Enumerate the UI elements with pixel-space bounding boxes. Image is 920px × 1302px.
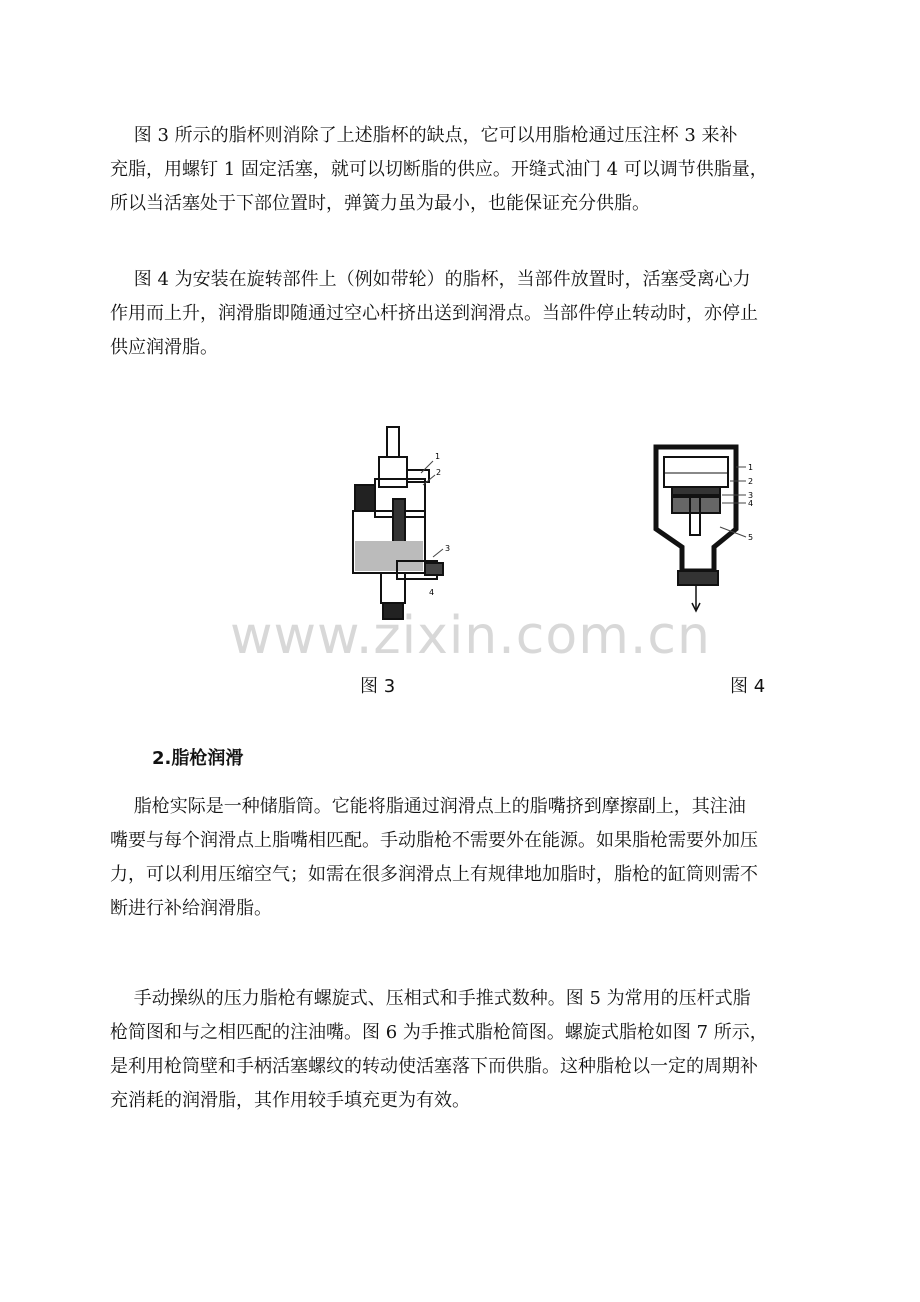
watermark: www.zixin.com.cn	[230, 606, 711, 666]
paragraph-3	[110, 790, 832, 926]
paragraph-1	[110, 119, 832, 221]
text-line: 断进行补给润滑脂。	[110, 898, 272, 919]
fig4-label: 3	[748, 491, 754, 500]
text-line: 充消耗的润滑脂，其作用较手填充更为有效。	[110, 1090, 470, 1111]
text-line: 作用而上升，润滑脂即随通过空心杆挤出送到润滑点。当部件停止转动时，亦停止	[110, 303, 758, 324]
text-line: 图 3 所示的脂杯则消除了上述脂杯的缺点，它可以用脂枪通过压注杯 3 来补	[110, 125, 738, 146]
figure-3-grease-cup-diagram	[345, 425, 475, 625]
paragraph-4	[110, 982, 832, 1118]
text-line: 手动操纵的压力脂枪有螺旋式、压相式和手推式数种。图 5 为常用的压杆式脂	[110, 988, 751, 1009]
text-line: 充脂，用螺钉 1 固定活塞，就可以切断脂的供应。开缝式油门 4 可以调节供脂量，	[110, 159, 768, 180]
figure-3-caption: 图 3	[360, 676, 396, 697]
text-line: 脂枪实际是一种储脂筒。它能将脂通过润滑点上的脂嘴挤到摩擦副上，其注油	[110, 796, 746, 817]
text-line: 枪简图和与之相匹配的注油嘴。图 6 为手推式脂枪简图。螺旋式脂枪如图 7 所示，	[110, 1022, 768, 1043]
fig3-label: 3	[445, 544, 451, 553]
text-line: 所以当活塞处于下部位置时，弹簧力虽为最小，也能保证充分供脂。	[110, 193, 650, 214]
section-heading: 2.脂枪润滑	[152, 748, 244, 769]
fig3-label: 4	[429, 588, 435, 597]
fig4-label: 1	[748, 463, 754, 472]
text-line: 嘴要与每个润滑点上脂嘴相匹配。手动脂枪不需要外在能源。如果脂枪需要外加压	[110, 830, 758, 851]
fig4-label: 2	[748, 477, 754, 486]
figure-4-caption: 图 4	[730, 676, 766, 697]
paragraph-2	[110, 263, 832, 365]
figure-4-rotating-grease-cup-diagram	[650, 437, 760, 617]
fig3-label: 1	[435, 452, 441, 461]
fig4-label: 5	[748, 533, 754, 542]
text-line: 供应润滑脂。	[110, 337, 218, 358]
fig4-label: 4	[748, 499, 754, 508]
text-line: 是利用枪筒壁和手柄活塞螺纹的转动使活塞落下而供脂。这种脂枪以一定的周期补	[110, 1056, 758, 1077]
text-line: 图 4 为安装在旋转部件上（例如带轮）的脂杯，当部件放置时，活塞受离心力	[110, 269, 751, 290]
text-line: 力，可以利用压缩空气；如需在很多润滑点上有规律地加脂时，脂枪的缸筒则需不	[110, 864, 758, 885]
fig3-label: 2	[436, 468, 442, 477]
